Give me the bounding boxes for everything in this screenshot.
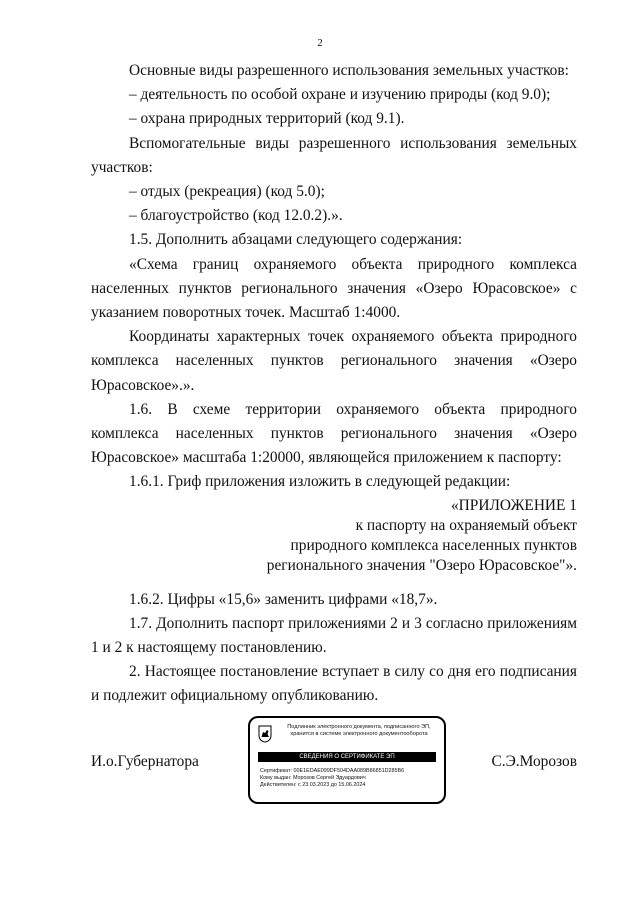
paragraph: 1.6.2. Цифры «15,6» заменить цифрами «18,7». (129, 590, 438, 608)
paragraph: – отдых (рекреация) (код 5.0); (129, 183, 325, 201)
signatory-position: И.о.Губернатора (91, 753, 199, 770)
paragraph: «Схема границ охраняемого объекта природного комплекса населенных пунктов регионального значения «Озеро Юрасовское» с указанием поворотных точек. Масштаб 1:4000. (91, 255, 577, 322)
document-body (91, 59, 577, 709)
paragraph: Вспомогательные виды разрешенного использования земельных участков: (91, 134, 577, 176)
page-number: 2 (317, 37, 323, 49)
paragraph: – охрана природных территорий (код 9.1). (129, 110, 405, 128)
paragraph: – деятельность по особой охране и изучению природы (код 9.0); (129, 86, 551, 104)
paragraph: 1.7. Дополнить паспорт приложениями 2 и 3 согласно приложениям 1 и 2 к настоящему постановлению. (91, 614, 577, 657)
stamp-header-line: хранится в системе электронного документооборота (290, 731, 428, 737)
certificate-details (260, 768, 440, 789)
signature-block (91, 716, 577, 806)
certificate-validity: Действителен: с 23.03.2023 до 15.06.2024 (260, 782, 366, 788)
stamp-header (276, 724, 442, 738)
signatory-name: С.Э.Морозов (491, 753, 577, 770)
paragraph: 1.6. В схеме территории охраняемого объекта природного комплекса населенных пунктов регионального значения «Озеро Юрасовское» масштаба 1:20000, являющейся приложением к паспорту: (91, 400, 577, 467)
paragraph: – благоустройство (код 12.0.2).». (129, 207, 343, 225)
certificate-info-title: СВЕДЕНИЯ О СЕРТИФИКАТЕ ЭП (258, 752, 436, 762)
appendix-line: природного комплекса населенных пунктов (290, 536, 577, 554)
stamp-header-line: Подлинник электронного документа, подписанного ЭП, (287, 724, 431, 730)
paragraph: Основные виды разрешенного использования земельных участков: (129, 62, 569, 79)
certificate-number: Сертификат: 00E1EDAE099DF504DAA089B86851D285B6 (260, 768, 405, 774)
paragraph: 1.6.1. Гриф приложения изложить в следующей редакции: (129, 473, 511, 491)
paragraph: Координаты характерных точек охраняемого объекта природного комплекса населенных пунктов регионального значения «Озеро Юрасовское».». (91, 328, 577, 394)
paragraph: 2. Настоящее постановление вступает в силу со дня его подписания и подлежит официальному опубликованию. (91, 663, 577, 705)
certificate-owner: Кому выдан: Морозов Сергей Эдуардович (260, 775, 366, 781)
coat-of-arms-icon (258, 725, 272, 743)
electronic-signature-stamp (248, 716, 446, 804)
paragraph: 1.5. Дополнить абзацами следующего содержания: (129, 231, 463, 249)
appendix-header (91, 496, 577, 576)
appendix-line: «ПРИЛОЖЕНИЕ 1 (450, 496, 577, 514)
appendix-line: регионального значения "Озеро Юрасовское"». (266, 556, 577, 574)
appendix-line: к паспорту на охраняемый объект (355, 516, 577, 534)
